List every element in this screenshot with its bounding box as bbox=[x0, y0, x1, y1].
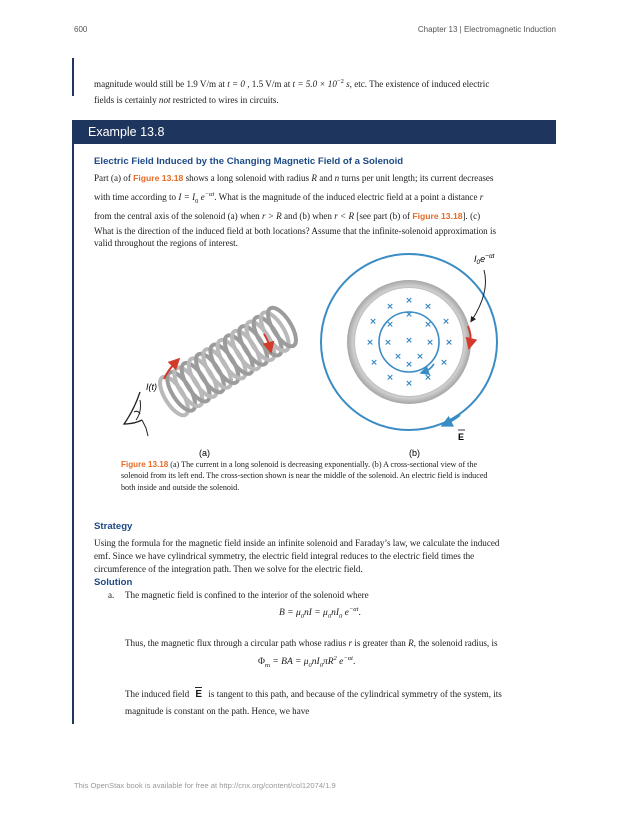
problem-line: valid throughout the regions of interest. bbox=[94, 237, 238, 248]
vector-arrow-bar bbox=[195, 687, 202, 688]
solution-heading: Solution bbox=[94, 577, 133, 588]
problem-text: turns per unit length; its current decreases bbox=[339, 173, 494, 183]
intro-math-unit: s, bbox=[343, 79, 352, 90]
field-cross-mark: × bbox=[405, 379, 413, 389]
strategy-line: emf. Since we have cylindrical symmetry, the electric field integral reduces to the electric field times the bbox=[94, 551, 475, 561]
caption-text: (a) The current in a long solenoid is decreasing exponentially. (b) A cross-sectional view of the solenoid from its left end. The cross-section shown is near the middle of the solenoid. An electric field is induced both inside and outside the solenoid. bbox=[121, 460, 488, 492]
strategy-line: circumference of the integration path. Then we solve for the electric field. bbox=[94, 564, 363, 574]
eq1-sub: 0 bbox=[300, 613, 304, 621]
sidebar-border bbox=[72, 58, 74, 96]
problem-text: from the central axis of the solenoid (a) when bbox=[94, 211, 262, 222]
figure-label-a: (a) bbox=[199, 448, 210, 458]
example-border bbox=[72, 144, 74, 724]
eq2-part: e bbox=[336, 657, 344, 668]
field-cross-mark: × bbox=[366, 338, 374, 348]
intro-text: etc. The existence of induced electric bbox=[351, 79, 490, 90]
eq2-sub: 0 bbox=[308, 662, 312, 670]
eq1-part: nI = μ bbox=[303, 608, 328, 619]
problem-line: What is the direction of the induced field at both locations? Assume that the infinite-solenoid approximation is bbox=[94, 225, 497, 236]
intro-math-exp: −2 bbox=[336, 78, 344, 85]
field-cross-mark: × bbox=[416, 352, 424, 362]
problem-line bbox=[94, 171, 538, 187]
eq2-sub: m bbox=[264, 662, 271, 670]
current-pointer bbox=[472, 270, 486, 320]
problem-line bbox=[94, 209, 538, 225]
eq1-dot: . bbox=[358, 608, 361, 619]
eq1-part: B = μ bbox=[279, 608, 301, 619]
current-top-exp: −αt bbox=[485, 253, 495, 260]
intro-math: t = 0 bbox=[227, 79, 245, 90]
eq2-part: πR bbox=[322, 657, 334, 668]
intro-text: magnitude would still be 1.9 V/m at bbox=[94, 79, 228, 90]
problem-math: r < R bbox=[334, 211, 355, 222]
step3-line: magnitude is constant on the path. Hence, we have bbox=[125, 706, 310, 716]
current-top-label bbox=[474, 253, 496, 266]
problem-line bbox=[94, 187, 538, 209]
step3-vector: E bbox=[195, 689, 203, 700]
efield-vector bbox=[191, 687, 206, 703]
field-cross-mark: × bbox=[405, 296, 413, 306]
problem-text: shows a long solenoid with radius bbox=[183, 173, 312, 183]
figure-svg bbox=[112, 244, 532, 458]
solution-step-1: The magnetic field is confined to the interior of the solenoid where bbox=[125, 590, 369, 600]
current-top-e: e bbox=[480, 254, 486, 264]
eq1-part: nI bbox=[331, 608, 339, 619]
field-cross-mark: × bbox=[440, 358, 448, 368]
solution-item-marker: a. bbox=[108, 590, 115, 600]
intro-text: restricted to wires in circuits. bbox=[170, 94, 279, 105]
figure-ref-link[interactable]: Figure 13.18 bbox=[412, 211, 463, 222]
problem-paragraph bbox=[94, 171, 538, 249]
problem-var: r bbox=[479, 191, 484, 202]
field-cross-mark: × bbox=[394, 352, 402, 362]
field-cross-mark: × bbox=[384, 338, 392, 348]
eq2-sub: 0 bbox=[319, 662, 323, 670]
problem-math: r > R bbox=[261, 211, 282, 222]
intro-paragraph bbox=[94, 74, 554, 108]
equation-2 bbox=[258, 655, 355, 669]
problem-math-exp: −αt bbox=[204, 190, 215, 198]
step2-text: is greater than bbox=[352, 638, 409, 648]
eq1-exp: −αt bbox=[348, 606, 359, 613]
problem-math: e bbox=[198, 191, 205, 202]
eye-icon bbox=[124, 392, 148, 436]
problem-math: I = I bbox=[178, 191, 196, 202]
example-title: Electric Field Induced by the Changing Magnetic Field of a Solenoid bbox=[94, 156, 404, 167]
problem-text: and (b) when bbox=[281, 211, 335, 222]
caption-label: Figure 13.18 bbox=[121, 460, 169, 469]
step2-text: , the solenoid radius, is bbox=[413, 638, 498, 648]
strategy-heading: Strategy bbox=[94, 521, 133, 532]
intro-text: , 1.5 V/m at bbox=[244, 79, 293, 90]
field-cross-mark: × bbox=[442, 317, 450, 327]
field-cross-mark: × bbox=[405, 360, 413, 370]
field-cross-mark: × bbox=[386, 373, 394, 383]
eq1-sub: 0 bbox=[327, 613, 332, 621]
intro-math: t = 5.0 × 10 bbox=[292, 79, 337, 90]
field-cross-mark: × bbox=[370, 358, 378, 368]
problem-text: and bbox=[316, 173, 335, 183]
problem-text: ]. (c) bbox=[462, 211, 481, 222]
eq2-exp: 2 bbox=[333, 655, 337, 662]
eq2-dot: . bbox=[352, 657, 356, 668]
solution-step-3 bbox=[125, 686, 537, 719]
field-cross-mark: × bbox=[424, 320, 432, 330]
figure-ref-link[interactable]: Figure 13.18 bbox=[133, 173, 184, 183]
figure-caption bbox=[121, 459, 501, 493]
step2-text: Thus, the magnetic flux through a circular path whose radius bbox=[125, 638, 349, 648]
step3-text: is tangent to this path, and because of the cylindrical symmetry of the system, its bbox=[206, 689, 502, 699]
field-cross-mark: × bbox=[424, 373, 432, 383]
eq2-part: nI bbox=[311, 657, 320, 668]
strategy-paragraph bbox=[94, 537, 538, 576]
solution-step-2 bbox=[125, 636, 498, 652]
field-cross-mark: × bbox=[386, 320, 394, 330]
field-cross-mark: × bbox=[445, 338, 453, 348]
eq2-part: = BA = μ bbox=[270, 657, 309, 668]
step3-text: The induced field bbox=[125, 689, 192, 699]
current-label: I(t) bbox=[146, 382, 157, 392]
step3-line bbox=[125, 686, 537, 703]
solenoid-coil bbox=[155, 304, 302, 420]
field-cross-mark: × bbox=[386, 302, 394, 312]
problem-var: R bbox=[311, 173, 317, 183]
footer-text: This OpenStax book is available for free at http://cnx.org/content/col12074/1.9 bbox=[74, 781, 336, 790]
equation-1 bbox=[279, 606, 361, 620]
intro-text: fields is certainly bbox=[94, 94, 159, 105]
figure-13-18 bbox=[112, 244, 532, 463]
field-cross-mark: × bbox=[405, 310, 413, 320]
intro-emphasis: not bbox=[158, 94, 171, 105]
problem-math-sub: 0 bbox=[195, 197, 199, 205]
step2-var: R bbox=[408, 638, 414, 648]
step2-var: r bbox=[348, 638, 353, 648]
outer-field-arrow bbox=[446, 415, 460, 424]
field-cross-mark: × bbox=[426, 338, 434, 348]
problem-text: [see part (b) of bbox=[354, 211, 413, 222]
problem-text: Part (a) of bbox=[94, 173, 134, 183]
strategy-line: Using the formula for the magnetic field inside an infinite solenoid and Faraday’s law, we calculate the induced bbox=[94, 538, 500, 548]
problem-text: with time according to bbox=[94, 191, 179, 202]
current-top-sub: 0 bbox=[476, 259, 481, 266]
field-cross-mark: × bbox=[369, 317, 377, 327]
eq2-exp: −αt bbox=[343, 655, 353, 662]
eq1-sub: 0 bbox=[339, 613, 343, 621]
eq2-part: Φ bbox=[258, 657, 265, 668]
current-top-I: I bbox=[474, 254, 477, 264]
example-banner: Example 13.8 bbox=[72, 120, 556, 144]
problem-text: . What is the magnitude of the induced electric field at a point a distance bbox=[214, 191, 480, 202]
page-number: 600 bbox=[74, 25, 88, 34]
efield-label: E bbox=[458, 432, 465, 442]
field-cross-mark: × bbox=[424, 302, 432, 312]
chapter-header: Chapter 13 | Electromagnetic Induction bbox=[417, 25, 556, 34]
figure-label-b: (b) bbox=[409, 448, 420, 458]
problem-var: n bbox=[334, 173, 340, 183]
eq1-part: e bbox=[342, 608, 349, 619]
field-cross-mark: × bbox=[405, 336, 413, 346]
